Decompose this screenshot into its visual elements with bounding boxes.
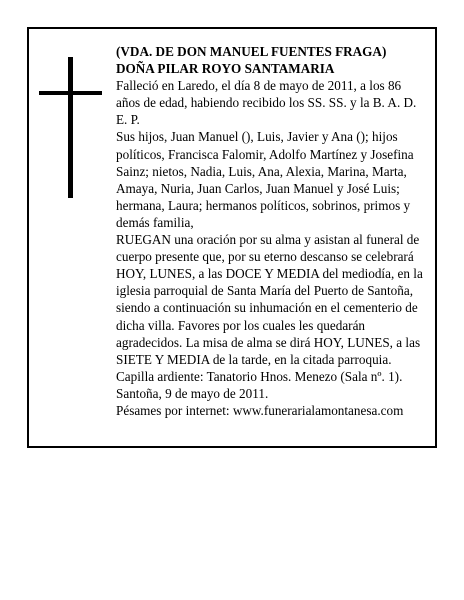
request-body: una oración por su alma y asistan al funeral de cuerpo presente que, por su eterno descanso se celebrará HOY, LUNES, a las DOCE Y MEDIA del mediodía, en la iglesia parroquial de Santa María del Puerto de Santoña, siendo a continuación su inhumación en el cementerio de dicha villa. Favores por los cuales les quedarán agradecidos. La misa de alma se dirá HOY, LUNES, a las SIETE Y MEDIA de la tarde, en la citada parroquia. Capilla ardiente: Tanatorio Hnos. Menezo (Sala nº. 1). — [116, 232, 423, 384]
notice-text — [116, 43, 428, 419]
cross-icon-crossbar — [39, 91, 102, 95]
funeral-request — [116, 231, 428, 385]
heading-deceased-name: DOÑA PILAR ROYO SANTAMARIA — [116, 61, 335, 77]
condolences-line: Pésames por internet: www.funerarialamontanesa.com — [116, 402, 404, 418]
request-lead: RUEGAN — [116, 232, 171, 248]
death-statement: Falleció en Laredo, el día 8 de mayo de 2011, a los 86 años de edad, habiendo recibido los SS. SS. y la B. A. D. E. P. — [116, 78, 417, 128]
heading-widow-of: (VDA. DE DON MANUEL FUENTES FRAGA) — [116, 44, 387, 59]
family-list: Sus hijos, Juan Manuel (), Luis, Javier y Ana (); hijos políticos, Francisca Falomir, Adolfo Martínez y Josefina Sainz; nietos, Nadia, Luis, Ana, Alexia, Marina, Marta, Amaya, Nuria, Juan Carlos, Juan Manuel y José Luis; hermana, Laura; hermanos políticos, sobrinos, primos y demás familia, — [116, 129, 414, 230]
cross-icon — [68, 57, 73, 198]
obituary-notice — [27, 27, 437, 448]
place-date: Santoña, 9 de mayo de 2011. — [116, 385, 269, 401]
